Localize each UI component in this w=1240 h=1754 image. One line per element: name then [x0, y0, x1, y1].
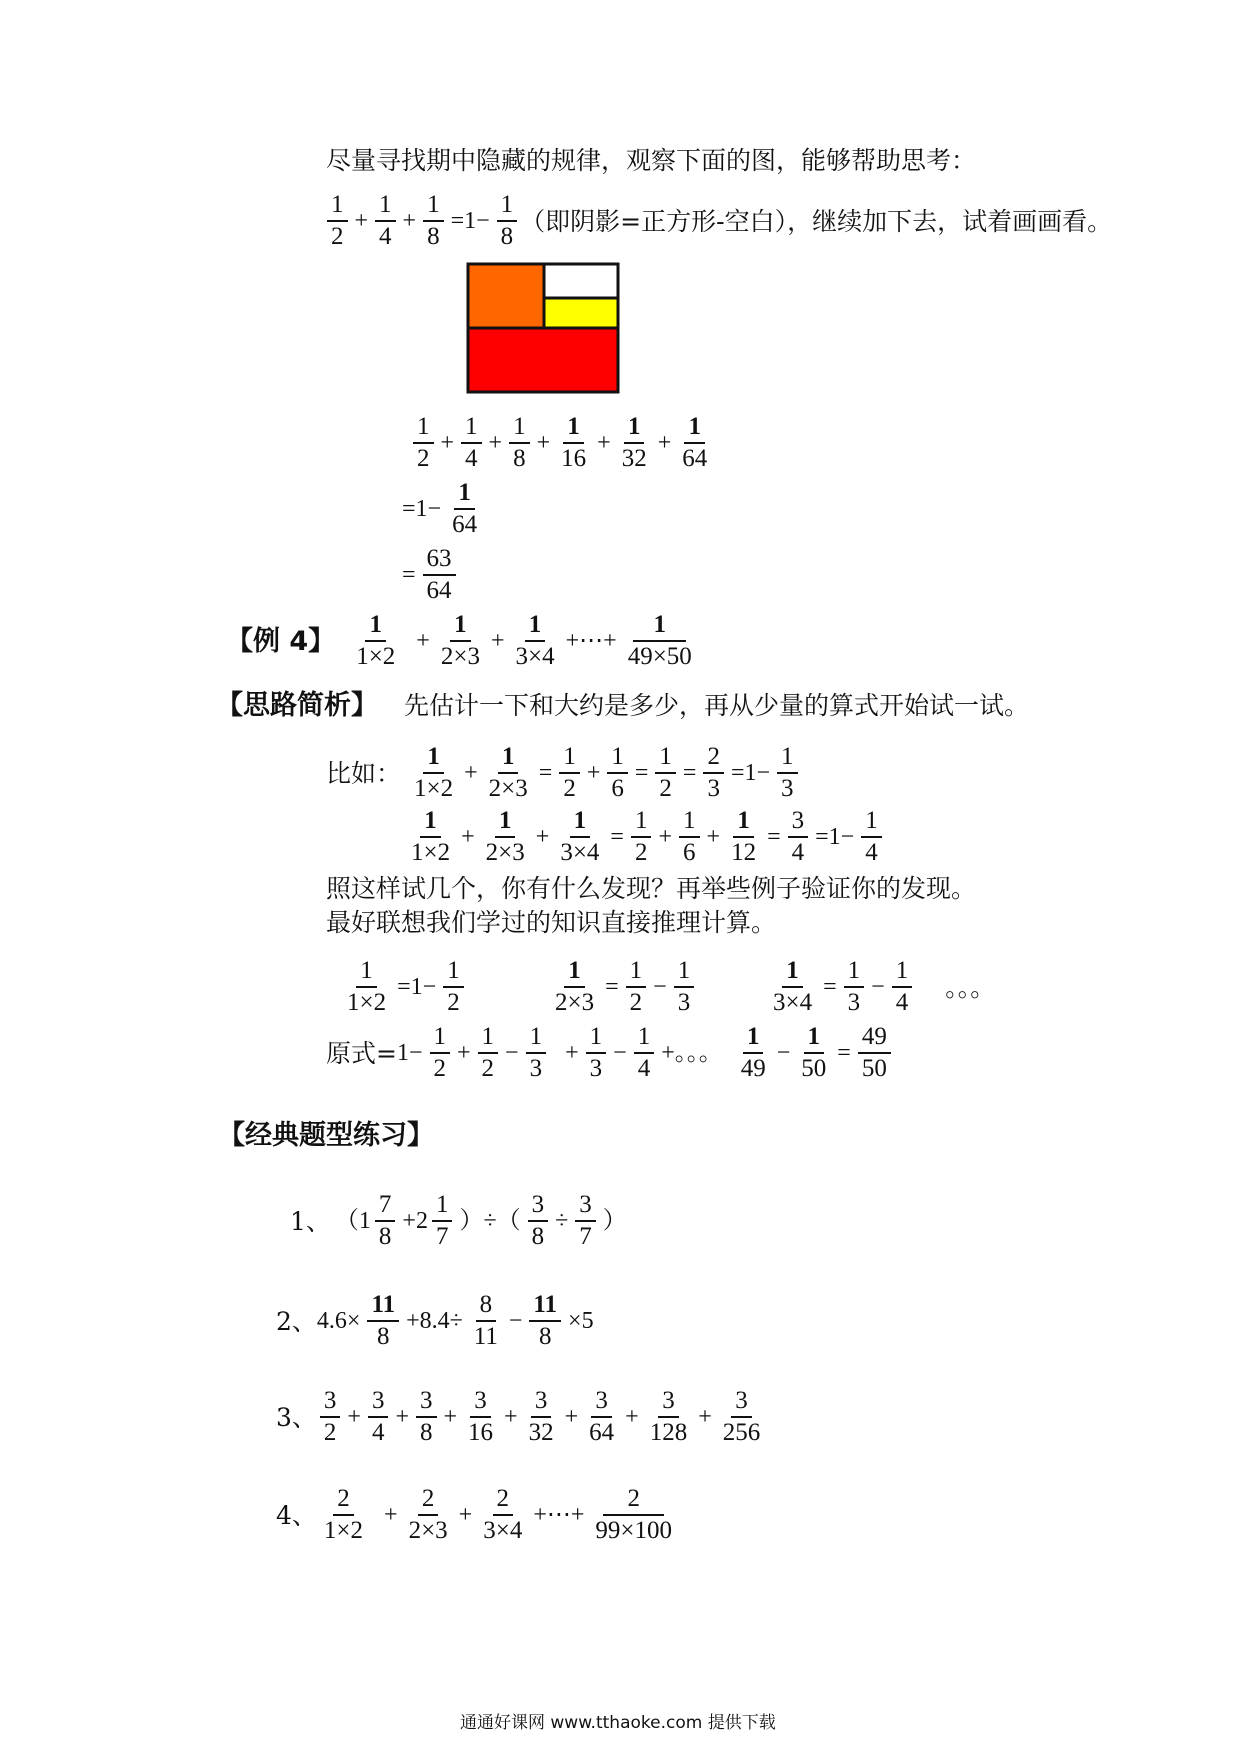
- try-text: 照这样试几个，你有什么发现？再举些例子验证你的发现。: [326, 874, 977, 903]
- practice-1: 1、 （1 7 8 +2 1 7 ）÷（ $\frac{3}{8}$ ÷ $\frac{3}{7}$ ）: [290, 1191, 627, 1250]
- white-block: [544, 264, 618, 298]
- best-text: 最好联想我们学过的知识直接推理计算。: [326, 908, 777, 937]
- sum-step-3: = $\frac{63}{64}$: [398, 544, 459, 606]
- intro-text: 尽量寻找期中隐藏的规律，观察下面的图，能够帮助思考：: [326, 146, 977, 175]
- footer-text: 通通好课网 www.tthaoke.com 提供下载: [460, 1713, 776, 1733]
- red-block: [468, 328, 618, 392]
- telescope-2: $\frac{1}{2\times 3}$ = $\frac{1}{2}$ − $\frac{1}{3}$: [548, 956, 697, 1018]
- example4-line: 【例 4】 1 1×2 + $\frac{1}{2\times 3}$ + $\frac{1}{3\times 4}$ +⋯+ $\frac{1}{49\times 50}$: [226, 611, 692, 670]
- sum-formula: 1 2 + $\frac{1}{4}$ + $\frac{1}{8}$ + $\frac{1}{16}$ + $\frac{1}{32}$ + $\frac{1}{64}$: [410, 412, 714, 474]
- sum-step-2: =1− $\frac{1}{64}$: [402, 479, 478, 538]
- example-line-1: 比如： 1 1×2 + $\frac{1}{2\times 3}$ = $\frac{1}{2}$ + $\frac{1}{6}$ = $\frac{1}{2}$ = $\frac{2}{3}$ =1− $\frac{1}{3}$: [326, 742, 801, 804]
- practice-heading: 【经典题型练习】: [218, 1120, 434, 1151]
- original-formula: 原式= 1− $\frac{1}{2}$ + $\frac{1}{2}$ − $\frac{1}{3}$ + $\frac{1}{3}$ − $\frac{1}{4}$ +。。。 1 49 − $\frac{1}{50}$ = $\frac{49}{50}$: [326, 1022, 894, 1084]
- yellow-block: [544, 298, 618, 328]
- square-figure: [466, 262, 620, 394]
- practice-4: 4、 2 1×2 + $\frac{2}{2\times 3}$ + $\frac{2}{3\times 4}$ +⋯+ $\frac{2}{99\times 100}$: [276, 1485, 673, 1544]
- practice-3: 3、 3 2 + $\frac{3}{4}$ + $\frac{3}{8}$ + $\frac{3}{16}$ + $\frac{3}{32}$ + $\frac{3}{64}$ + $\frac{3}{128}$ + $\frac{3}{256}$: [276, 1387, 761, 1446]
- practice-2: 2、 4.6× $\frac{11}{8}$ +8.4÷ $\frac{8}{11}$ − $\frac{11}{8}$ ×5: [276, 1291, 594, 1350]
- example-line-2: 1 1×2 + $\frac{1}{2\times 3}$ + $\frac{1}{3\times 4}$ = $\frac{1}{2}$ + $\frac{1}{6}$ + $\frac{1}{12}$ = $\frac{3}{4}$ =1− $\frac{1}{4}$: [404, 806, 885, 868]
- telescope-1: $\frac{1}{1\times 2}$ =1− $\frac{1}{2}$: [340, 956, 467, 1018]
- intro-formula: 1 2 + $\frac{1}{4}$ + $\frac{1}{8}$ =1− $\frac{1}{8}$ （即阴影=正方形-空白），继续加下去，试着画画看。: [324, 190, 1112, 252]
- telescope-3: $\frac{1}{3\times 4}$ = $\frac{1}{3}$ − $\frac{1}{4}$ 。。。: [773, 957, 996, 1016]
- orange-block: [468, 264, 544, 328]
- analysis-line: 【思路简析】 先估计一下和大约是多少，再从少量的算式开始试一试。: [216, 690, 1030, 721]
